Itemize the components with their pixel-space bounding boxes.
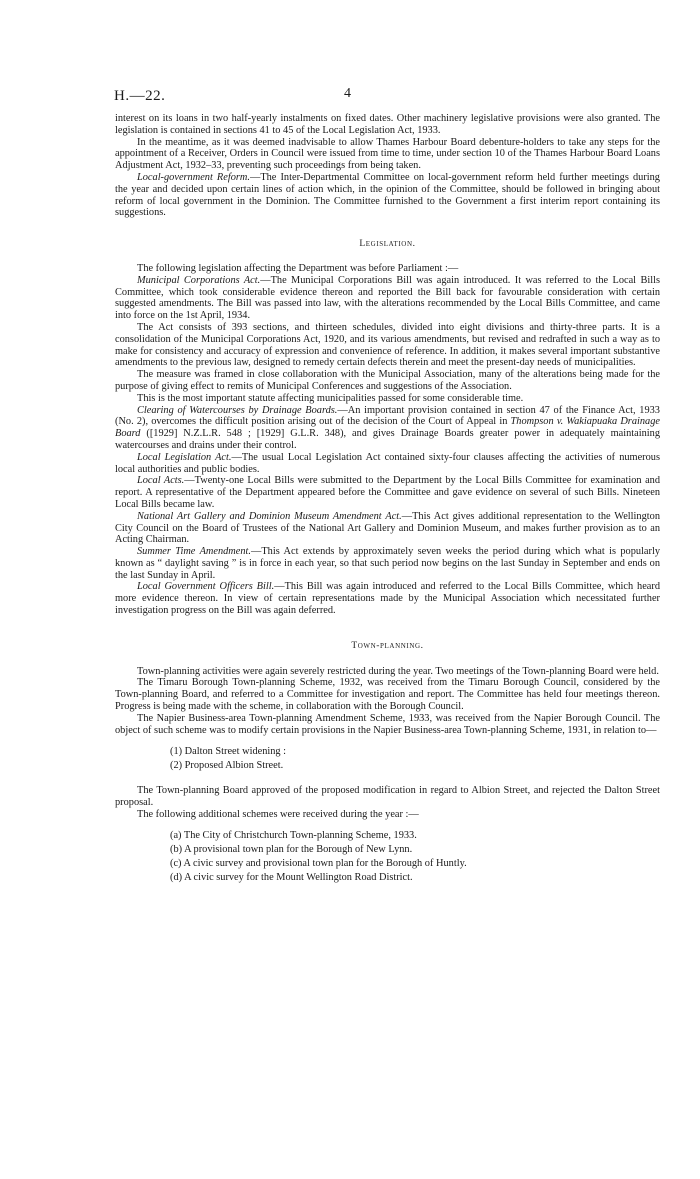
clearing-text-b: ([1929] N.Z.L.R. 548 ; [1929] G.L.R. 348), and gives Drainage Boards greater power in adequately maintaining watercourses and drains under their control. bbox=[115, 428, 660, 451]
section-heading-town-planning: Town-planning. bbox=[351, 640, 424, 651]
report-reference: H.—22. bbox=[114, 88, 166, 104]
list-item: (1) Dalton Street widening : bbox=[170, 746, 287, 758]
paragraph-clearing-watercourses bbox=[115, 405, 660, 452]
page-number: 4 bbox=[344, 86, 351, 101]
paragraph-board-approved: The Town-planning Board approved of the proposed modification in regard to Albion Street, and rejected the Dalton Street proposal. bbox=[115, 785, 660, 809]
officers-bill-text: —This Bill was again introduced and referred to the Local Bills Committee, which heard more evidence thereon. In view of certain representations made by the Municipal Association which necessitated further investigation progress on the Bill was again deferred. bbox=[115, 581, 660, 617]
list-item: (d) A civic survey for the Mount Wellington Road District. bbox=[170, 871, 413, 883]
summer-time-title: Summer Time Amendment. bbox=[137, 546, 251, 558]
local-legislation-text: —The usual Local Legislation Act contained sixty-four clauses affecting the activities of numerous local authorities and public bodies. bbox=[115, 451, 660, 475]
paragraph-summer-time bbox=[115, 546, 660, 581]
napier-modifications-list bbox=[115, 745, 660, 773]
reform-title: Local-government Reform. bbox=[137, 171, 250, 183]
paragraph-timaru-scheme: The Timaru Borough Town-planning Scheme, 1932, was received from the Timaru Borough Council, considered by the Town-planning Board, and referred to a Committee for investigation and report. The Committee has held four meetings thereon. Progress is being made with the scheme, in collaboration with the Borough Council. bbox=[115, 677, 660, 713]
document-body bbox=[115, 113, 660, 885]
local-legislation-title: Local Legislation Act. bbox=[137, 451, 232, 463]
paragraph-municipal-corporations bbox=[115, 275, 660, 322]
additional-schemes-list bbox=[115, 829, 660, 885]
local-acts-text: —Twenty-one Local Bills were submitted to the Department by the Local Bills Committee for examination and report. A representative of the Department appeared before the Committee and gave evidence on several of such Bills. Nineteen Local Bills became law. bbox=[115, 475, 661, 510]
summer-time-text: —This Act extends by approximately seven weeks the period during which what is popularly known as “ daylight saving ” is in force in each year, so that such period now begins on the last Sunday in September and ends on the last Sunday in April. bbox=[115, 546, 661, 581]
list-item: (2) Proposed Albion Street. bbox=[170, 760, 284, 772]
municipal-text: —The Municipal Corporations Bill was again introduced. It was referred to the Local Bills Committee, which took considerable evidence thereon and reported the Bill back for favourable consideration with certain suggested amendments. The Bill was passed into law, with the alterations recommended by the Local Bills Committee, and came into force on the 1st April, 1934. bbox=[115, 274, 660, 322]
municipal-title: Municipal Corporations Act. bbox=[137, 274, 261, 286]
section-heading-legislation: Legislation. bbox=[359, 239, 416, 250]
list-item: (b) A provisional town plan for the Borough of New Lynn. bbox=[170, 843, 413, 855]
paragraph-additional-schemes: The following additional schemes were received during the year :— bbox=[137, 809, 419, 821]
paragraph-legislation-intro: The following legislation affecting the Department was before Parliament :— bbox=[137, 262, 459, 274]
paragraph-local-acts bbox=[115, 475, 660, 510]
paragraph-town-planning-activities: Town-planning activities were again severely restricted during the year. Two meetings of the Town-planning Board were held. bbox=[137, 665, 659, 677]
reform-text: —The Inter-Departmental Committee on local-government reform held further meetings during the year and decided upon certain lines of action which, in the opinion of the Committee, should be followed in bringing about reform of local government in the Dominion. The Committee furnished to the Government a first interim report containing its suggestions. bbox=[115, 171, 660, 219]
paragraph-measure-framed: The measure was framed in close collaboration with the Municipal Association, many of the alterations being made for the purpose of giving effect to remits of Municipal Conferences and suggestions of the Association. bbox=[115, 369, 660, 392]
paragraph-local-government-reform bbox=[115, 172, 660, 219]
list-item: (c) A civic survey and provisional town plan for the Borough of Huntly. bbox=[170, 857, 467, 869]
local-acts-title: Local Acts. bbox=[137, 475, 185, 487]
paragraph-act-consists: The Act consists of 393 sections, and thirteen schedules, divided into eight divisions and thirty-three parts. It is a consolidation of the Municipal Corporations Act, 1920, and its various amendments, but revised and redrafted in such a way as to make for consistency and accuracy of expression and convenience of reference. In addition, it makes several important substantive amendments to the previous law, designed to remedy certain defects therein and meet the present-day needs of municipalities. bbox=[115, 321, 660, 369]
officers-bill-title: Local Government Officers Bill. bbox=[137, 581, 275, 593]
list-item: (a) The City of Christchurch Town-planning Scheme, 1933. bbox=[170, 829, 417, 841]
paragraph-local-legislation bbox=[115, 452, 660, 476]
art-gallery-text: —This Act gives additional representation to the Wellington City Council on the Board of Trustees of the National Art Gallery and Dominion Museum, and makes further provision as to an Acting Chairman. bbox=[115, 510, 660, 546]
paragraph-art-gallery bbox=[115, 511, 660, 546]
clearing-case-name: Thompson v. Wakiapuaka Drainage Board bbox=[115, 416, 660, 440]
clearing-title: Clearing of Watercourses by Drainage Boards. bbox=[137, 404, 338, 416]
paragraph-thames-harbour: In the meantime, as it was deemed inadvisable to allow Thames Harbour Board debenture-holders to take any steps for the appointment of a Receiver, Orders in Council were issued from time to time, under section 10 of the Thames Harbour Board Loans Adjustment Act, 1932–33, preventing such proceedings from being taken. bbox=[115, 136, 660, 172]
paragraph-officers-bill bbox=[115, 581, 660, 616]
paragraph-loans: interest on its loans in two half-yearly instalments on fixed dates. Other machinery legislative provisions were also granted. The legislation is contained in sections 41 to 45 of the Local Legislation Act, 1933. bbox=[115, 113, 660, 136]
art-gallery-title: National Art Gallery and Dominion Museum Amendment Act. bbox=[137, 510, 402, 522]
clearing-text-a: —An important provision contained in section 47 of the Finance Act, 1933 (No. 2), overcomes the difficult position arising out of the decision of the Court of Appeal in bbox=[115, 404, 660, 428]
paragraph-most-important: This is the most important statute affecting municipalities passed for some considerable time. bbox=[137, 392, 524, 404]
paragraph-napier-scheme: The Napier Business-area Town-planning Amendment Scheme, 1933, was received from the Napier Borough Council. The object of such scheme was to modify certain provisions in the Napier Business-area Town-planning Scheme, 1931, in relation to— bbox=[115, 712, 660, 736]
